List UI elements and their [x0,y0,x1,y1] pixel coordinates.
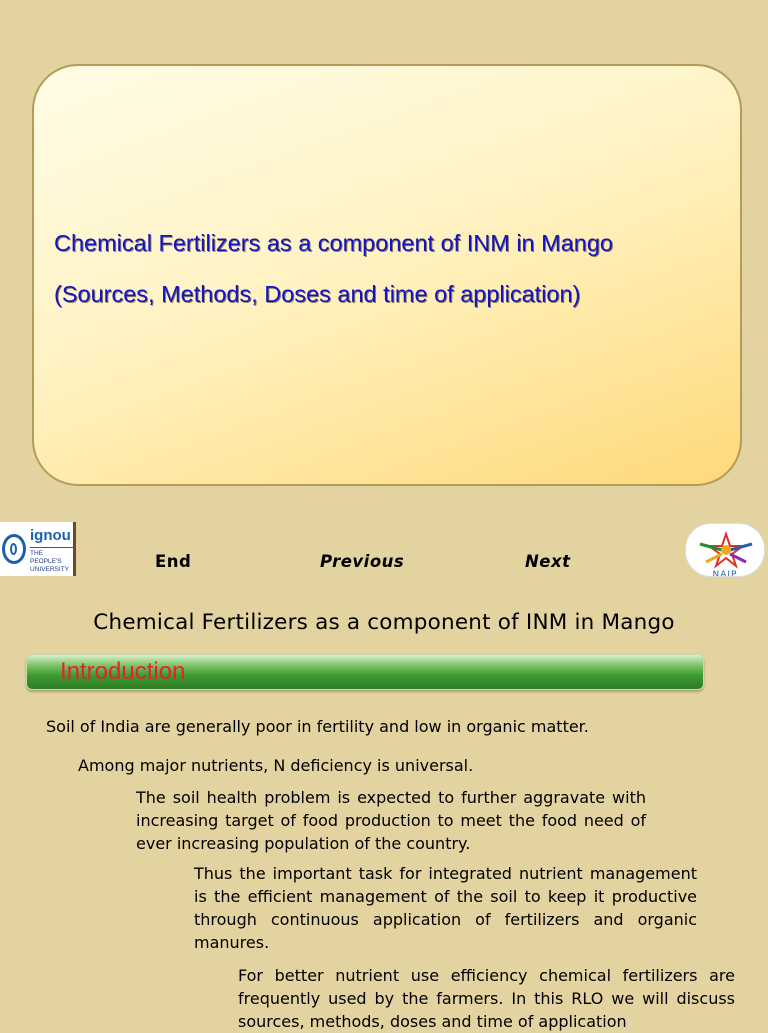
title-line-2: (Sources, Methods, Doses and time of application) [54,281,581,307]
ignou-logo-tagline: THE PEOPLE'S UNIVERSITY [30,547,74,574]
ignou-logo [0,522,76,576]
next-button[interactable]: Next [525,552,571,571]
title-card [32,64,742,486]
paragraph-5: For better nutrient use efficiency chemical fertilizers are frequently used by the farmers. In this RLO we will discuss sources, methods, doses and time of application [238,966,735,1031]
previous-button[interactable]: Previous [320,552,405,571]
paragraph-2: Among major nutrients, N deficiency is universal. [78,756,474,775]
paragraph-4: Thus the important task for integrated nutrient management is the efficient management of the soil to keep it productive through continuous application of fertilizers and organic manures. [194,864,697,952]
ignou-logo-word: ignou [30,527,71,544]
naip-logo [685,523,765,577]
section-title: Chemical Fertilizers as a component of INM in Mango [93,610,675,635]
ignou-emblem-icon [2,534,26,564]
paragraph-1: Soil of India are generally poor in fertility and low in organic matter. [46,717,589,736]
paragraph-3: The soil health problem is expected to further aggravate with increasing target of food production to meet the food need of ever increasing population of the country. [136,788,646,853]
end-button[interactable]: End [155,552,192,571]
title-line-1: Chemical Fertilizers as a component of INM in Mango [54,230,613,256]
naip-logo-label: NAIP [712,570,738,577]
introduction-heading-bar [26,654,704,690]
introduction-heading: Introduction [60,658,186,685]
navigation-bar [0,520,768,580]
